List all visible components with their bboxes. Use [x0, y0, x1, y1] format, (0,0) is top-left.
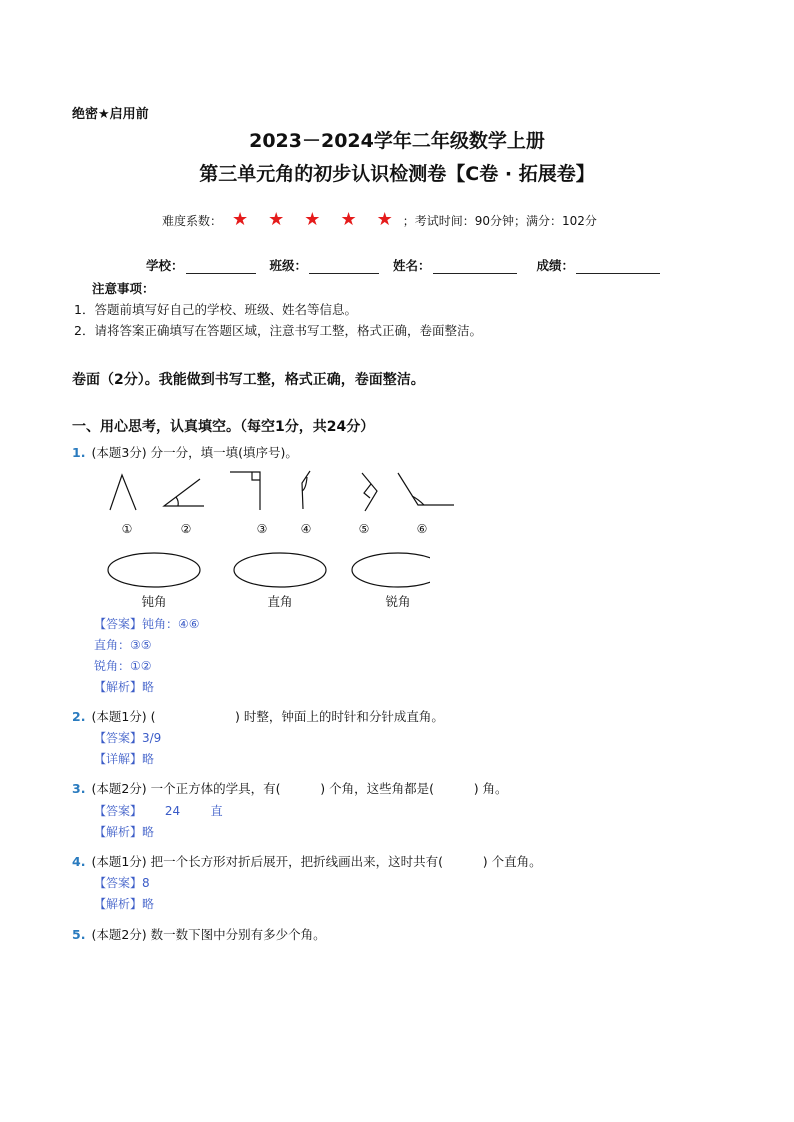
angle-figure-5 [362, 473, 377, 511]
analysis-line: 【解析】略 [94, 680, 155, 694]
score-blank[interactable] [576, 259, 660, 274]
star-icon: ★ [304, 209, 321, 230]
exam-time-info: ；考试时间：90分钟；满分：102分 [402, 213, 597, 228]
question-text: (本题1分) 把一个长方形对折后展开，把折线画出来，这时共有( ) 个直角。 [91, 854, 542, 869]
class-field[interactable] [270, 256, 380, 274]
answer-line: 锐角：①② [94, 659, 152, 673]
school-field[interactable] [146, 256, 256, 274]
question-5 [72, 925, 326, 943]
angle-figure-6 [398, 473, 454, 505]
question-number: 2. [72, 709, 86, 724]
answer-line: 【答案】 24 直 [94, 804, 223, 818]
star-icon: ★ [268, 209, 285, 230]
question-2 [72, 707, 444, 725]
difficulty-row [162, 211, 597, 229]
answer-line: 【答案】8 [94, 876, 150, 890]
class-label: 班级： [269, 258, 308, 273]
star-icon: ★ [232, 209, 249, 230]
page-title: 2023－2024学年二年级数学上册 [249, 130, 545, 152]
question-number: 1. [72, 445, 86, 460]
notice-heading: 注意事项： [92, 281, 155, 296]
figure-label-3: ③ [256, 522, 268, 536]
question-number: 4. [72, 854, 86, 869]
name-field[interactable] [393, 256, 517, 274]
answer-line: 【答案】钝角：④⑥ [94, 617, 200, 631]
right-ellipse[interactable] [234, 553, 326, 587]
angle-figure-4 [302, 471, 310, 509]
figure-label-5: ⑤ [358, 522, 370, 536]
question-text: (本题2分) 一个正方体的学具，有( ) 个角，这些角都是( ) 角。 [91, 781, 508, 796]
ellipse-label-right: 直角 [267, 594, 293, 609]
angle-figures [100, 465, 470, 545]
question-text: (本题2分) 数一数下图中分别有多少个角。 [91, 927, 326, 942]
ellipse-label-obtuse: 钝角 [141, 594, 167, 609]
class-blank[interactable] [309, 259, 379, 274]
angle-figure-2 [164, 479, 204, 506]
notice-item: 2．请将答案正确填写在答题区域，注意书写工整，格式正确，卷面整洁。 [74, 323, 482, 338]
answer-line: 【答案】3/9 [94, 731, 162, 745]
classification-ellipses [100, 550, 430, 590]
secret-label: 绝密★启用前 [72, 107, 149, 122]
obtuse-ellipse[interactable] [108, 553, 200, 587]
question-1 [72, 443, 298, 461]
star-icon: ★ [376, 209, 393, 230]
notice-item: 1．答题前填写好自己的学校、班级、姓名等信息。 [74, 302, 357, 317]
question-text: (本题1分) ( ) 时整，钟面上的时针和分针成直角。 [91, 709, 444, 724]
school-blank[interactable] [186, 259, 256, 274]
acute-ellipse[interactable] [352, 553, 430, 587]
answer-line: 直角：③⑤ [94, 638, 152, 652]
name-label: 姓名： [393, 258, 431, 273]
difficulty-label: 难度系数： [162, 213, 223, 228]
analysis-line: 【解析】略 [94, 897, 155, 911]
ellipse-label-acute: 锐角 [385, 594, 411, 609]
part1-heading: 一、用心思考，认真填空。（每空1分，共24分） [72, 419, 375, 435]
score-field[interactable] [537, 256, 661, 274]
figure-label-2: ② [180, 522, 192, 536]
question-3 [72, 779, 508, 797]
name-blank[interactable] [433, 259, 517, 274]
student-info-row [146, 256, 674, 274]
figure-label-4: ④ [300, 522, 312, 536]
figure-label-1: ① [121, 522, 133, 536]
angle-figure-1 [110, 475, 136, 510]
question-number: 3. [72, 781, 86, 796]
figure-label-6: ⑥ [416, 522, 428, 536]
question-4 [72, 852, 542, 870]
school-label: 学校： [146, 258, 184, 273]
analysis-line: 【详解】略 [94, 752, 155, 766]
analysis-line: 【解析】略 [94, 825, 155, 839]
question-text: (本题3分) 分一分，填一填(填序号)。 [91, 445, 298, 460]
question-number: 5. [72, 927, 86, 942]
score-label: 成绩： [536, 258, 575, 273]
page-subtitle: 第三单元角的初步认识检测卷【C卷 · 拓展卷】 [199, 163, 595, 185]
juanmian-heading: 卷面（2分）。我能做到书写工整，格式正确，卷面整洁。 [72, 372, 425, 388]
star-icon: ★ [340, 209, 357, 230]
angle-figure-3 [230, 472, 260, 510]
